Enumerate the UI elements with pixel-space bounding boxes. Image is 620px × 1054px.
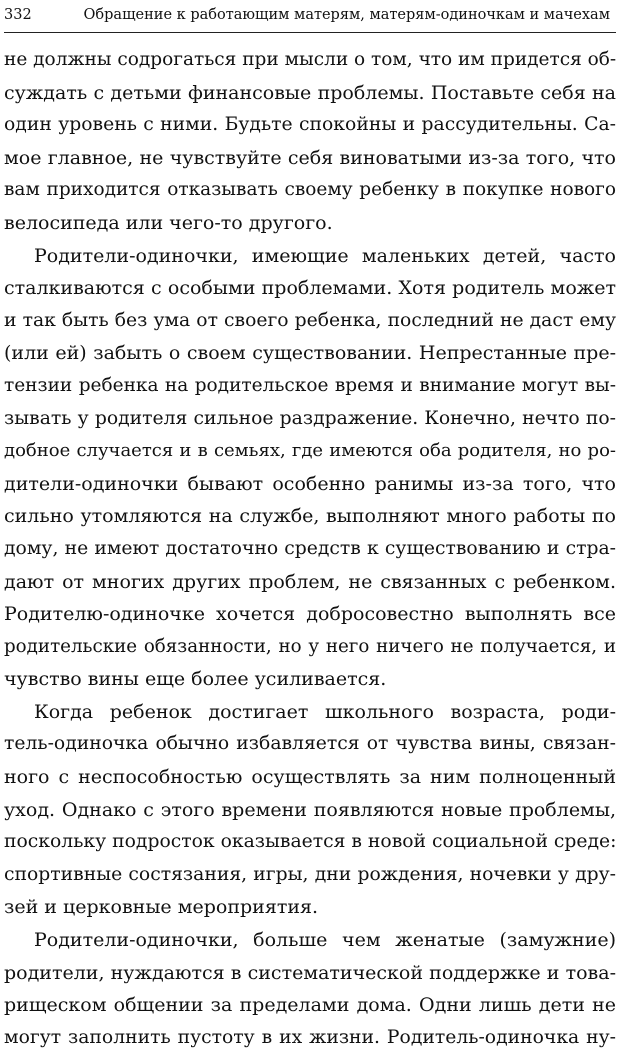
text-line: добное случается и в семьях, где имеются оба родителя, но ро- (4, 440, 616, 462)
text-line: ного с неспособностью осуществлять за ним полноценный (4, 766, 616, 789)
text-line: вам приходится отказывать своему ребенку в покупке нового (4, 179, 616, 201)
body-text (4, 44, 616, 1054)
text-line: родительские обязанности, но у него ничего не получается, и (4, 635, 616, 657)
text-line: чувство вины еще более усиливается. (4, 668, 387, 691)
text-line: рищеском общении за пределами дома. Одни лишь дети не (4, 994, 616, 1017)
text-line: сталкиваются с особыми проблемами. Хотя родитель может (4, 277, 616, 300)
text-line: Родителю-одиночке хочется добросовестно выполнять все (4, 603, 616, 626)
paragraph-3 (4, 696, 616, 924)
text-line: Родители-одиночки, имеющие маленьких детей, часто (34, 244, 616, 267)
text-line: Когда ребенок достигает школьного возраста, роди- (34, 700, 616, 723)
text-line: дому, не имеют достаточно средств к существованию и стра- (4, 537, 616, 559)
paragraph-4 (4, 924, 616, 1054)
running-head (4, 4, 616, 33)
running-title: Обращение к работающим матерям, матерям-одиночкам и мачехам (83, 7, 610, 23)
text-line: не должны содрогаться при мысли о том, что им придется об- (4, 49, 616, 70)
text-line: могут заполнить пустоту в их жизни. Родитель-одиночка ну- (4, 1026, 616, 1048)
text-line: дители-одиночки бывают особенно ранимы из-за того, что (4, 472, 616, 495)
paragraph-2 (4, 240, 616, 696)
text-line: велосипеда или чего-то другого. (4, 211, 333, 234)
text-line: поскольку подросток оказывается в новой социальной среде: (4, 831, 616, 853)
page-number: 332 (4, 7, 32, 23)
text-line: родители, нуждаются в систематической поддержке и това- (4, 961, 616, 984)
text-line: зей и церковные мероприятия. (4, 896, 319, 919)
text-line: уход. Однако с этого времени появляются новые проблемы, (4, 798, 616, 821)
text-line: тель-одиночка обычно избавляется от чувства вины, связан- (4, 733, 616, 755)
text-line: и так быть без ума от своего ребенка, последний не даст ему (4, 309, 616, 331)
text-line: суждать с детьми финансовые проблемы. Поставьте себя на (4, 81, 616, 104)
text-line: Родители-одиночки, больше чем женатые (замужние) (34, 929, 616, 952)
text-line: (или ей) забыть о своем существовании. Непрестанные пре- (4, 342, 616, 365)
text-line: дают от многих других проблем, не связанных с ребенком. (4, 570, 616, 593)
text-line: тензии ребенка на родительское время и внимание могут вы- (4, 374, 616, 396)
text-line: один уровень с ними. Будьте спокойны и рассудительны. Са- (4, 114, 616, 136)
text-line: сильно утомляются на службе, выполняют много работы по (4, 505, 616, 528)
text-line: спортивные состязания, игры, дни рождения, ночевки у дру- (4, 863, 616, 885)
paragraph-1 (4, 44, 616, 240)
text-line: зывать у родителя сильное раздражение. Конечно, нечто по- (4, 407, 616, 429)
text-line: мое главное, не чувствуйте себя виноватыми из-за того, что (4, 146, 616, 169)
